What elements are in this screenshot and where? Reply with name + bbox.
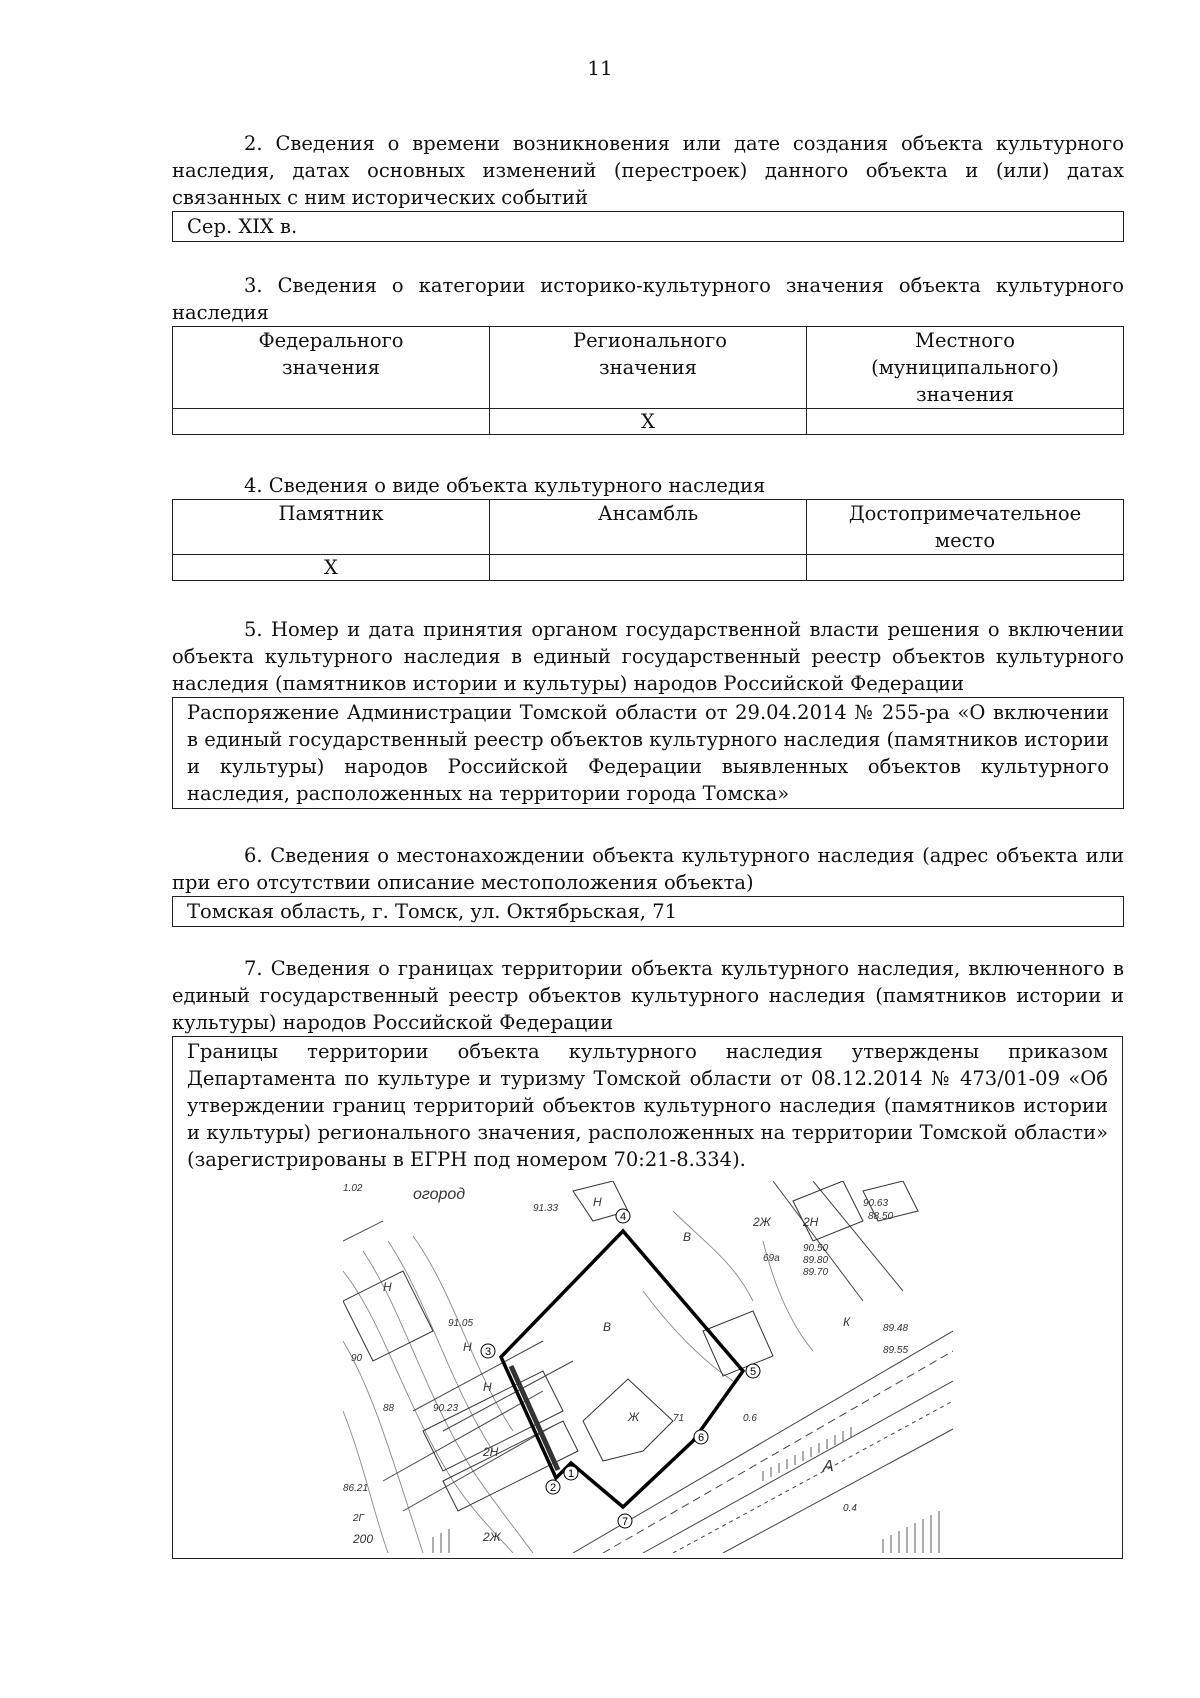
- svg-text:90.23: 90.23: [433, 1403, 459, 1414]
- svg-text:91.05: 91.05: [448, 1318, 474, 1329]
- svg-text:1: 1: [567, 1468, 575, 1480]
- svg-text:89.70: 89.70: [803, 1267, 829, 1278]
- table-cell: X: [490, 409, 807, 435]
- svg-text:Ж: Ж: [628, 1410, 640, 1424]
- svg-text:2: 2: [549, 1482, 557, 1494]
- section-5-value: Распоряжение Администрации Томской области от 29.04.2014 № 255-ра «О включении в единый государственный реестр объектов культурного наследия (памятников истории и культуры) народов Российской Федерации выявленных объектов культурного наследия, расположенных на территории города Томска»: [172, 697, 1124, 809]
- svg-text:69а: 69а: [763, 1253, 780, 1264]
- svg-text:90.50: 90.50: [803, 1243, 829, 1254]
- svg-text:86.21: 86.21: [343, 1483, 369, 1494]
- svg-text:Н: Н: [383, 1280, 392, 1294]
- table-header-cell: Местного (муниципального) значения: [807, 327, 1124, 409]
- road-lines: [343, 1181, 953, 1553]
- svg-text:0.4: 0.4: [843, 1503, 857, 1514]
- point-3-marker: [481, 1344, 495, 1358]
- svg-text:90.63: 90.63: [863, 1198, 889, 1209]
- svg-text:89.55: 89.55: [883, 1345, 909, 1356]
- svg-text:4: 4: [619, 1211, 627, 1223]
- section-5-heading: 5. Номер и дата принятия органом государственной власти решения о включении объекта культурного наследия в единый государственный реестр объектов культурного наследия (памятников истории и культуры) народов Российской Федерации: [172, 618, 1124, 695]
- table-cell: [490, 555, 807, 581]
- section-7-box: [172, 1036, 1123, 1559]
- table-header-cell: Федерального значения: [173, 327, 490, 409]
- table-row: [173, 409, 1124, 435]
- svg-text:7: 7: [621, 1516, 629, 1528]
- svg-text:3: 3: [484, 1346, 492, 1358]
- section-4-heading: 4. Сведения о виде объекта культурного наследия: [244, 474, 766, 497]
- svg-text:Н: Н: [483, 1380, 492, 1394]
- point-5-marker: [746, 1364, 760, 1378]
- svg-text:200: 200: [353, 1532, 374, 1546]
- section-5: [172, 616, 1124, 809]
- section-6-heading: 6. Сведения о местонахождении объекта культурного наследия (адрес объекта или при его отсутствии описание местоположения объекта): [172, 844, 1124, 894]
- svg-text:0.6: 0.6: [743, 1413, 757, 1424]
- svg-text:2Г: 2Г: [353, 1513, 365, 1524]
- svg-text:88: 88: [383, 1403, 395, 1414]
- table-header-row: [173, 500, 1124, 555]
- svg-text:В: В: [683, 1230, 692, 1244]
- table-row: [173, 555, 1124, 581]
- svg-text:Н: Н: [463, 1340, 472, 1354]
- section-2-heading: 2. Сведения о времени возникновения или дате создания объекта культурного наследия, датах основных изменений (перестроек) данного объекта и (или) датах связанных с ним исторических событий: [172, 132, 1124, 209]
- table-cell: [807, 555, 1124, 581]
- section-7-value: Границы территории объекта культурного наследия утверждены приказом Департамента по культуре и туризму Томской области от 08.12.2014 № 473/01-09 «Об утверждении границ территорий объектов культурного наследия (памятников истории и культуры) регионального значения, расположенных на территории Томской области» (зарегистрированы в ЕГРН под номером 70:21-8.334).: [187, 1040, 1108, 1171]
- section-2: [172, 130, 1124, 242]
- svg-text:А: А: [823, 1458, 834, 1475]
- section-3-heading: 3. Сведения о категории историко-культурного значения объекта культурного наследия: [172, 274, 1124, 324]
- section-6-value: Томская область, г. Томск, ул. Октябрьская, 71: [172, 896, 1124, 927]
- table-header-cell: Регионального значения: [490, 327, 807, 409]
- svg-text:1.02: 1.02: [343, 1183, 363, 1194]
- svg-text:2Н: 2Н: [483, 1445, 499, 1459]
- section-7: [172, 955, 1124, 1559]
- contour-lines: [343, 1211, 813, 1553]
- svg-text:6: 6: [697, 1432, 705, 1444]
- point-1-marker: [564, 1466, 578, 1480]
- svg-text:5: 5: [749, 1366, 757, 1378]
- svg-text:В: В: [603, 1320, 612, 1334]
- map-labels: [343, 1183, 908, 1546]
- type-table: [172, 499, 1124, 581]
- section-4: [172, 472, 1124, 581]
- table-header-row: [173, 327, 1124, 409]
- section-3: [172, 272, 1124, 435]
- garden-label: огород: [413, 1186, 466, 1203]
- svg-text:2Н: 2Н: [803, 1215, 819, 1229]
- table-header-cell: Ансамбль: [490, 500, 807, 555]
- table-header-cell: Памятник: [173, 500, 490, 555]
- page-number: 11: [587, 56, 613, 80]
- section-7-heading: 7. Сведения о границах территории объекта культурного наследия, включенного в единый государственный реестр объектов культурного наследия (памятников истории и культуры) народов Российской Федерации: [172, 957, 1124, 1034]
- svg-text:89.80: 89.80: [803, 1255, 829, 1266]
- svg-text:Н: Н: [593, 1195, 602, 1209]
- boundary-map: [343, 1181, 953, 1553]
- table-header-cell: Достопримечательное место: [807, 500, 1124, 555]
- svg-text:89.48: 89.48: [883, 1323, 909, 1334]
- svg-text:К: К: [843, 1315, 851, 1329]
- section-2-value: Сер. XIX в.: [172, 211, 1124, 242]
- boundary-points: [481, 1209, 760, 1528]
- svg-text:88.50: 88.50: [868, 1211, 894, 1222]
- svg-text:91.33: 91.33: [533, 1203, 559, 1214]
- point-7-marker: [618, 1514, 632, 1528]
- table-cell: [173, 409, 490, 435]
- boundary-polygon: [501, 1231, 743, 1507]
- section-6: [172, 842, 1124, 927]
- svg-text:90: 90: [351, 1353, 363, 1364]
- table-cell: X: [173, 555, 490, 581]
- point-4-marker: [616, 1209, 630, 1223]
- point-6-marker: [694, 1430, 708, 1444]
- table-cell: [807, 409, 1124, 435]
- point-2-marker: [546, 1480, 560, 1494]
- category-table: [172, 326, 1124, 435]
- svg-text:2Ж: 2Ж: [753, 1215, 771, 1229]
- svg-text:71: 71: [673, 1413, 685, 1424]
- svg-text:2Ж: 2Ж: [483, 1530, 501, 1544]
